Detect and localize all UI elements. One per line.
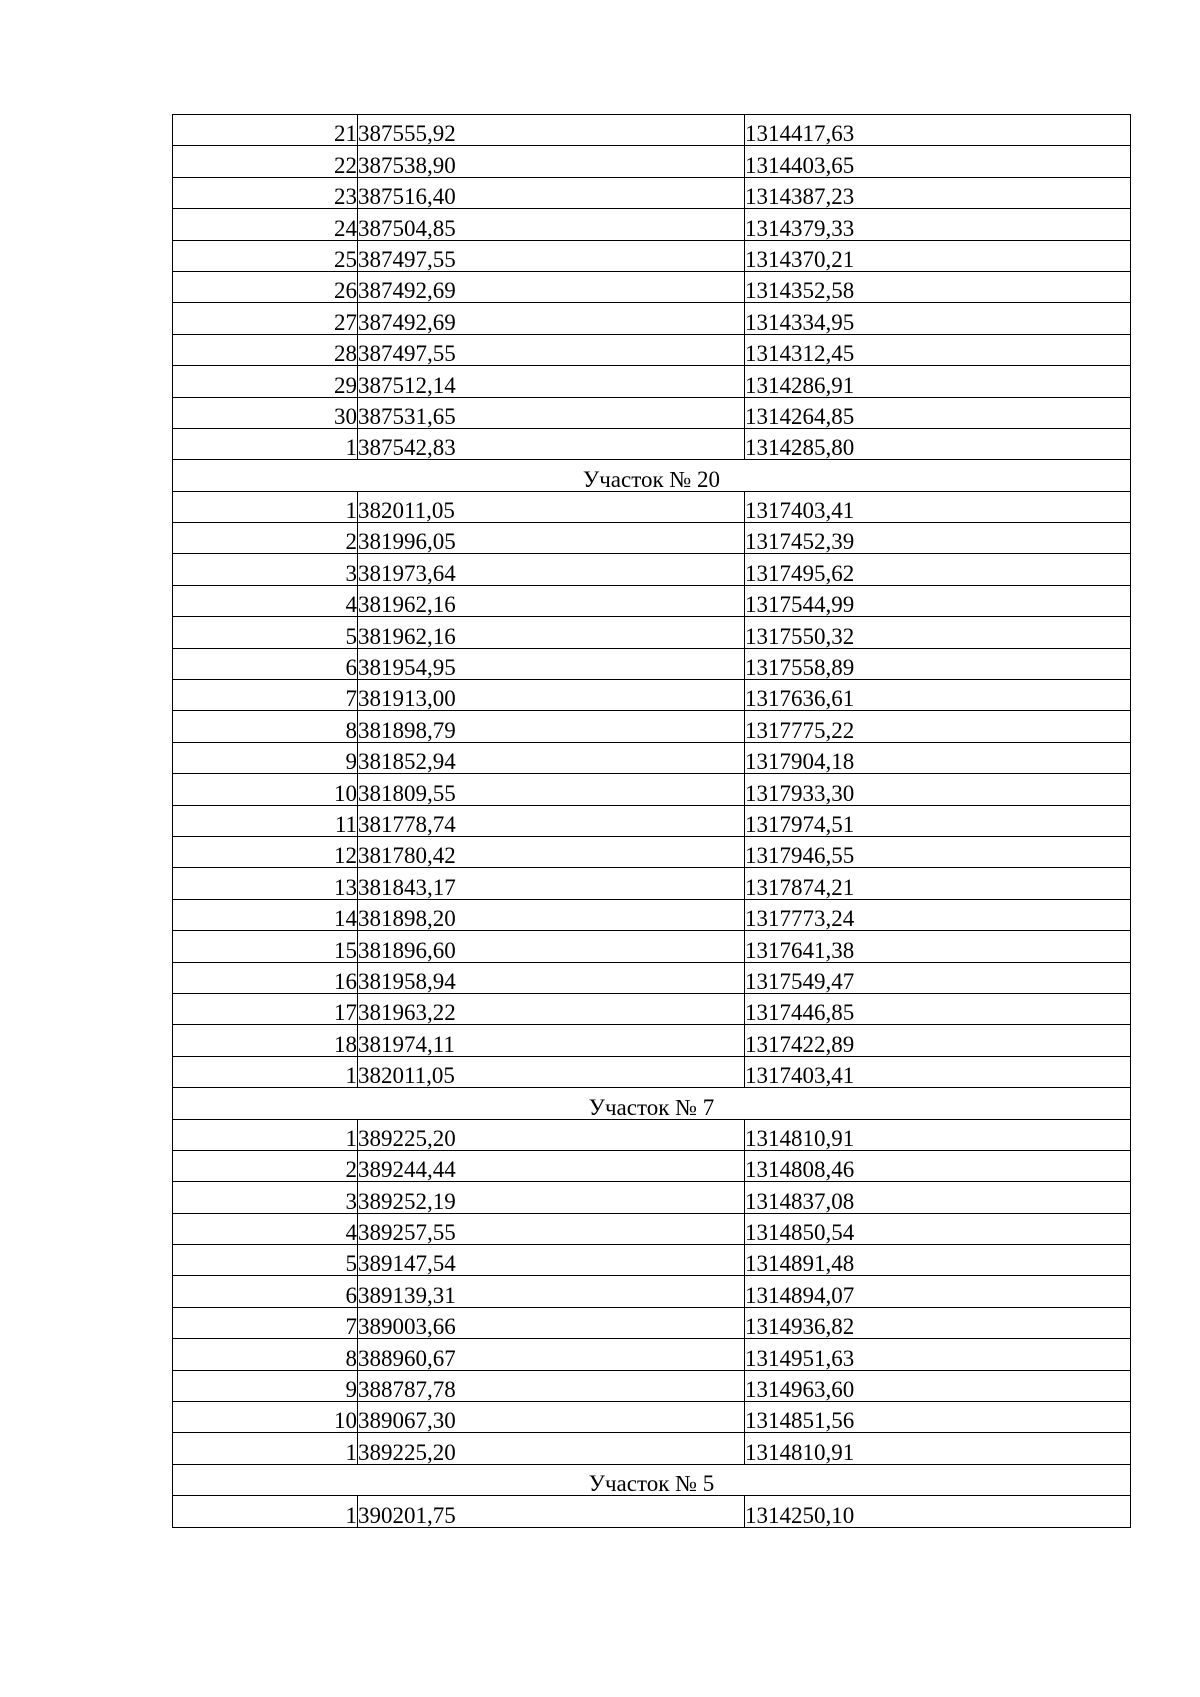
point-number-cell: 2 [173, 523, 358, 554]
y-coordinate-cell: 1317446,85 [745, 993, 1131, 1024]
table-row [173, 1182, 1131, 1213]
x-coordinate-cell: 382011,05 [358, 1056, 745, 1087]
x-coordinate-cell: 387497,55 [358, 240, 745, 271]
table-row [173, 805, 1131, 836]
table-row [173, 931, 1131, 962]
point-number-cell: 6 [173, 648, 358, 679]
x-coordinate-cell: 389225,20 [358, 1433, 745, 1464]
y-coordinate-cell: 1314312,45 [745, 334, 1131, 365]
y-coordinate-cell: 1314963,60 [745, 1370, 1131, 1401]
point-number-cell: 12 [173, 836, 358, 867]
y-coordinate-cell: 1317544,99 [745, 585, 1131, 616]
section-header-row [173, 1088, 1131, 1119]
point-number-cell: 1 [173, 428, 358, 459]
x-coordinate-cell: 387516,40 [358, 177, 745, 208]
x-coordinate-cell: 381898,79 [358, 711, 745, 742]
table-row [173, 899, 1131, 930]
table-row [173, 491, 1131, 522]
x-coordinate-cell: 387555,92 [358, 115, 745, 146]
table-row [173, 836, 1131, 867]
point-number-cell: 16 [173, 962, 358, 993]
y-coordinate-cell: 1314951,63 [745, 1339, 1131, 1370]
point-number-cell: 13 [173, 868, 358, 899]
y-coordinate-cell: 1314808,46 [745, 1150, 1131, 1181]
y-coordinate-cell: 1314417,63 [745, 115, 1131, 146]
x-coordinate-cell: 388787,78 [358, 1370, 745, 1401]
table-row [173, 617, 1131, 648]
y-coordinate-cell: 1317946,55 [745, 836, 1131, 867]
x-coordinate-cell: 381898,20 [358, 899, 745, 930]
table-row [173, 993, 1131, 1024]
y-coordinate-cell: 1317550,32 [745, 617, 1131, 648]
x-coordinate-cell: 381973,64 [358, 554, 745, 585]
point-number-cell: 1 [173, 1056, 358, 1087]
table-row [173, 209, 1131, 240]
point-number-cell: 3 [173, 554, 358, 585]
table-row [173, 334, 1131, 365]
point-number-cell: 26 [173, 271, 358, 302]
table-row [173, 742, 1131, 773]
y-coordinate-cell: 1314379,33 [745, 209, 1131, 240]
point-number-cell: 4 [173, 585, 358, 616]
table-row [173, 1245, 1131, 1276]
point-number-cell: 7 [173, 1307, 358, 1338]
table-row [173, 680, 1131, 711]
table-row [173, 1119, 1131, 1150]
section-header-row [173, 1464, 1131, 1495]
x-coordinate-cell: 389147,54 [358, 1245, 745, 1276]
x-coordinate-cell: 381778,74 [358, 805, 745, 836]
point-number-cell: 3 [173, 1182, 358, 1213]
y-coordinate-cell: 1314250,10 [745, 1496, 1131, 1527]
x-coordinate-cell: 389257,55 [358, 1213, 745, 1244]
point-number-cell: 15 [173, 931, 358, 962]
x-coordinate-cell: 381962,16 [358, 585, 745, 616]
point-number-cell: 14 [173, 899, 358, 930]
x-coordinate-cell: 387497,55 [358, 334, 745, 365]
table-row [173, 648, 1131, 679]
section-title: Участок № 5 [173, 1464, 1131, 1495]
table-row [173, 1025, 1131, 1056]
table-row [173, 271, 1131, 302]
y-coordinate-cell: 1314264,85 [745, 397, 1131, 428]
y-coordinate-cell: 1317452,39 [745, 523, 1131, 554]
y-coordinate-cell: 1317974,51 [745, 805, 1131, 836]
x-coordinate-cell: 387531,65 [358, 397, 745, 428]
y-coordinate-cell: 1314837,08 [745, 1182, 1131, 1213]
point-number-cell: 1 [173, 1119, 358, 1150]
y-coordinate-cell: 1317641,38 [745, 931, 1131, 962]
table-row [173, 397, 1131, 428]
x-coordinate-cell: 389139,31 [358, 1276, 745, 1307]
table-row [173, 240, 1131, 271]
y-coordinate-cell: 1317933,30 [745, 774, 1131, 805]
section-title: Участок № 20 [173, 460, 1131, 491]
table-row [173, 177, 1131, 208]
point-number-cell: 18 [173, 1025, 358, 1056]
x-coordinate-cell: 390201,75 [358, 1496, 745, 1527]
table-row [173, 428, 1131, 459]
y-coordinate-cell: 1314810,91 [745, 1119, 1131, 1150]
x-coordinate-cell: 382011,05 [358, 491, 745, 522]
x-coordinate-cell: 381780,42 [358, 836, 745, 867]
y-coordinate-cell: 1314370,21 [745, 240, 1131, 271]
point-number-cell: 24 [173, 209, 358, 240]
point-number-cell: 5 [173, 1245, 358, 1276]
table-row [173, 1402, 1131, 1433]
section-title: Участок № 7 [173, 1088, 1131, 1119]
point-number-cell: 4 [173, 1213, 358, 1244]
y-coordinate-cell: 1314352,58 [745, 271, 1131, 302]
coordinates-table [172, 114, 1131, 1528]
table-row [173, 1433, 1131, 1464]
point-number-cell: 23 [173, 177, 358, 208]
point-number-cell: 30 [173, 397, 358, 428]
table-row [173, 585, 1131, 616]
point-number-cell: 29 [173, 366, 358, 397]
table-row [173, 146, 1131, 177]
y-coordinate-cell: 1317636,61 [745, 680, 1131, 711]
point-number-cell: 22 [173, 146, 358, 177]
x-coordinate-cell: 381974,11 [358, 1025, 745, 1056]
y-coordinate-cell: 1314850,54 [745, 1213, 1131, 1244]
point-number-cell: 17 [173, 993, 358, 1024]
x-coordinate-cell: 381962,16 [358, 617, 745, 648]
x-coordinate-cell: 388960,67 [358, 1339, 745, 1370]
table-row [173, 1496, 1131, 1527]
x-coordinate-cell: 389225,20 [358, 1119, 745, 1150]
x-coordinate-cell: 387492,69 [358, 303, 745, 334]
x-coordinate-cell: 387542,83 [358, 428, 745, 459]
y-coordinate-cell: 1314403,65 [745, 146, 1131, 177]
y-coordinate-cell: 1314334,95 [745, 303, 1131, 334]
y-coordinate-cell: 1317495,62 [745, 554, 1131, 585]
x-coordinate-cell: 381896,60 [358, 931, 745, 962]
x-coordinate-cell: 381913,00 [358, 680, 745, 711]
y-coordinate-cell: 1317549,47 [745, 962, 1131, 993]
x-coordinate-cell: 389003,66 [358, 1307, 745, 1338]
x-coordinate-cell: 381954,95 [358, 648, 745, 679]
y-coordinate-cell: 1314285,80 [745, 428, 1131, 459]
x-coordinate-cell: 381996,05 [358, 523, 745, 554]
y-coordinate-cell: 1317773,24 [745, 899, 1131, 930]
table-row [173, 1370, 1131, 1401]
y-coordinate-cell: 1314851,56 [745, 1402, 1131, 1433]
y-coordinate-cell: 1317403,41 [745, 1056, 1131, 1087]
x-coordinate-cell: 389067,30 [358, 1402, 745, 1433]
y-coordinate-cell: 1314810,91 [745, 1433, 1131, 1464]
x-coordinate-cell: 381958,94 [358, 962, 745, 993]
table-row [173, 303, 1131, 334]
table-row [173, 1339, 1131, 1370]
y-coordinate-cell: 1314286,91 [745, 366, 1131, 397]
point-number-cell: 1 [173, 491, 358, 522]
x-coordinate-cell: 387538,90 [358, 146, 745, 177]
y-coordinate-cell: 1317422,89 [745, 1025, 1131, 1056]
point-number-cell: 1 [173, 1496, 358, 1527]
point-number-cell: 1 [173, 1433, 358, 1464]
point-number-cell: 10 [173, 1402, 358, 1433]
y-coordinate-cell: 1317775,22 [745, 711, 1131, 742]
table-row [173, 1276, 1131, 1307]
x-coordinate-cell: 387512,14 [358, 366, 745, 397]
point-number-cell: 6 [173, 1276, 358, 1307]
y-coordinate-cell: 1317403,41 [745, 491, 1131, 522]
point-number-cell: 27 [173, 303, 358, 334]
x-coordinate-cell: 389244,44 [358, 1150, 745, 1181]
point-number-cell: 9 [173, 1370, 358, 1401]
table-row [173, 523, 1131, 554]
x-coordinate-cell: 381852,94 [358, 742, 745, 773]
point-number-cell: 10 [173, 774, 358, 805]
table-row [173, 1307, 1131, 1338]
table-row [173, 1213, 1131, 1244]
table-row [173, 962, 1131, 993]
table-row [173, 115, 1131, 146]
point-number-cell: 7 [173, 680, 358, 711]
x-coordinate-cell: 381809,55 [358, 774, 745, 805]
x-coordinate-cell: 381963,22 [358, 993, 745, 1024]
x-coordinate-cell: 387504,85 [358, 209, 745, 240]
coordinates-table-body [173, 115, 1131, 1528]
y-coordinate-cell: 1314894,07 [745, 1276, 1131, 1307]
table-row [173, 774, 1131, 805]
point-number-cell: 28 [173, 334, 358, 365]
point-number-cell: 5 [173, 617, 358, 648]
table-row [173, 1150, 1131, 1181]
x-coordinate-cell: 387492,69 [358, 271, 745, 302]
section-header-row [173, 460, 1131, 491]
table-row [173, 868, 1131, 899]
point-number-cell: 21 [173, 115, 358, 146]
x-coordinate-cell: 389252,19 [358, 1182, 745, 1213]
point-number-cell: 8 [173, 1339, 358, 1370]
y-coordinate-cell: 1314936,82 [745, 1307, 1131, 1338]
y-coordinate-cell: 1314891,48 [745, 1245, 1131, 1276]
x-coordinate-cell: 381843,17 [358, 868, 745, 899]
point-number-cell: 2 [173, 1150, 358, 1181]
point-number-cell: 9 [173, 742, 358, 773]
point-number-cell: 11 [173, 805, 358, 836]
y-coordinate-cell: 1317874,21 [745, 868, 1131, 899]
table-row [173, 554, 1131, 585]
y-coordinate-cell: 1314387,23 [745, 177, 1131, 208]
y-coordinate-cell: 1317558,89 [745, 648, 1131, 679]
table-row [173, 711, 1131, 742]
point-number-cell: 25 [173, 240, 358, 271]
y-coordinate-cell: 1317904,18 [745, 742, 1131, 773]
table-row [173, 1056, 1131, 1087]
table-row [173, 366, 1131, 397]
point-number-cell: 8 [173, 711, 358, 742]
